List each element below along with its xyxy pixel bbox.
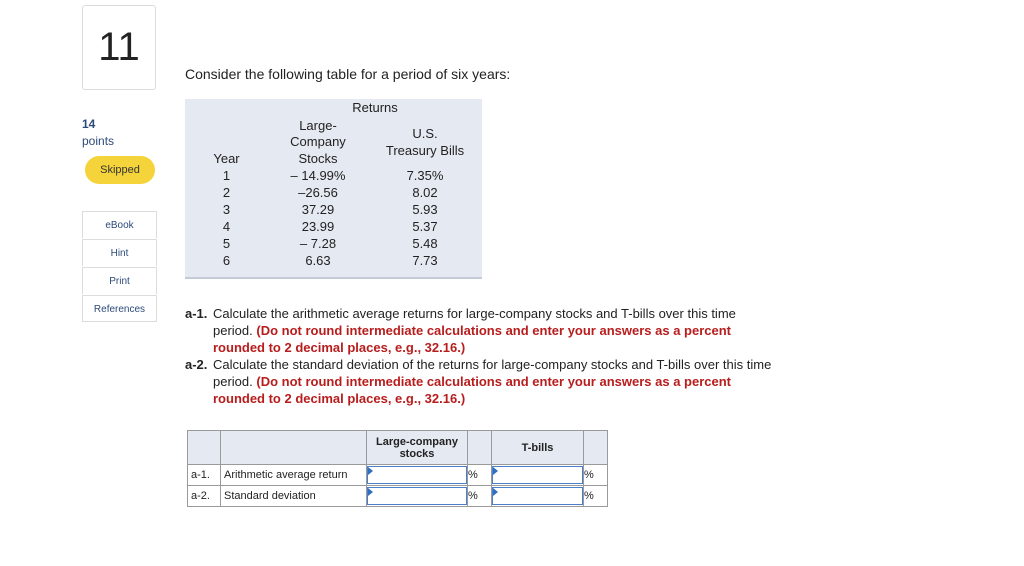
year-cell: 2: [222, 185, 231, 200]
flag-icon: [368, 488, 373, 496]
tbills-input-cell: [492, 465, 584, 486]
flag-icon: [493, 488, 498, 496]
answer-row-label: a-2.: [188, 486, 221, 507]
answer-row-a1: [188, 465, 608, 486]
header-blank-unit1: [468, 431, 492, 465]
large-company-input-cell: [367, 465, 468, 486]
answer-row-desc: Standard deviation: [221, 486, 367, 507]
flag-icon: [493, 467, 498, 475]
input-wrapper: [492, 466, 583, 484]
question-a2-body: [213, 356, 775, 407]
large-company-cell: – 14.99%: [290, 168, 346, 183]
intro-text: Consider the following table for a period of six years:: [185, 66, 511, 82]
input-wrapper: [492, 487, 583, 505]
header-large-company: [367, 431, 468, 465]
references-link[interactable]: References: [82, 295, 157, 322]
question-a2-instruction: (Do not round intermediate calculations and enter your answers as a percent rounded to 2 decimal places, e.g., 32.16.): [213, 374, 731, 406]
table-row: [185, 184, 482, 201]
large-company-cell: 6.63: [305, 253, 331, 268]
tbills-cell: 5.37: [412, 219, 438, 234]
large-company-input-cell: [367, 486, 468, 507]
returns-table: [185, 99, 482, 279]
question-a1-body: [213, 305, 775, 356]
tbills-input-cell: [492, 486, 584, 507]
table-row: [185, 235, 482, 252]
percent-unit: %: [468, 486, 492, 507]
large-company-header-line2: Company: [290, 134, 346, 149]
header-tbills: T-bills: [492, 431, 584, 465]
tbills-cell: 7.73: [412, 253, 438, 268]
year-cell: 1: [222, 168, 231, 183]
percent-unit: %: [584, 486, 608, 507]
tbills-cell: 5.48: [412, 236, 438, 251]
question-a1-instruction: (Do not round intermediate calculations and enter your answers as a percent rounded to 2 decimal places, e.g., 32.16.): [213, 323, 731, 355]
standard-deviation-large-input[interactable]: [367, 487, 467, 505]
table-row: [185, 218, 482, 235]
answer-row-label: a-1.: [188, 465, 221, 486]
input-wrapper: [367, 487, 467, 505]
year-cell: 6: [222, 253, 231, 268]
print-link[interactable]: Print: [82, 267, 157, 294]
skipped-badge: Skipped: [85, 156, 155, 184]
header-large-company-line2: stocks: [399, 447, 435, 460]
large-company-cell: 37.29: [301, 202, 335, 217]
year-cell: 4: [222, 219, 231, 234]
tbills-header-line2: Treasury Bills: [385, 143, 465, 158]
large-company-header-line1: Large-: [299, 118, 337, 133]
table-bottom-rule: [185, 277, 482, 279]
points-label: points: [82, 134, 115, 148]
tbills-cell: 5.93: [412, 202, 438, 217]
large-company-header-line3: Stocks: [298, 151, 338, 166]
answer-table: [187, 430, 608, 507]
tbills-header-line1: U.S.: [412, 126, 438, 141]
sidebar-links: [82, 211, 157, 323]
table-row: [185, 201, 482, 218]
table-row: [185, 252, 482, 269]
percent-unit: %: [468, 465, 492, 486]
flag-icon: [368, 467, 373, 475]
arithmetic-average-large-input[interactable]: [367, 466, 467, 484]
year-header: Year: [213, 151, 240, 166]
year-cell: 5: [222, 236, 231, 251]
input-wrapper: [367, 466, 467, 484]
hint-link[interactable]: Hint: [82, 239, 157, 266]
answer-row-a2: [188, 486, 608, 507]
points-value: 14: [82, 117, 96, 131]
header-blank-desc: [221, 431, 367, 465]
returns-header: Returns: [352, 100, 398, 115]
header-blank-label: [188, 431, 221, 465]
answer-row-desc: Arithmetic average return: [221, 465, 367, 486]
question-text: [185, 305, 775, 407]
standard-deviation-tbills-input[interactable]: [492, 487, 583, 505]
question-a1: [185, 305, 775, 356]
large-company-cell: 23.99: [301, 219, 335, 234]
year-cell: 3: [222, 202, 231, 217]
question-a2: [185, 356, 775, 407]
question-a2-text: Calculate the standard deviation of the returns for large-company stocks and T-bills over this time period.: [213, 357, 772, 389]
table-row: [185, 167, 482, 184]
question-a1-label: a-1.: [185, 306, 208, 321]
large-company-cell: –26.56: [298, 185, 338, 200]
large-company-cell: – 7.28: [299, 236, 337, 251]
header-blank-unit2: [584, 431, 608, 465]
question-a2-label: a-2.: [185, 357, 208, 372]
arithmetic-average-tbills-input[interactable]: [492, 466, 583, 484]
percent-unit: %: [584, 465, 608, 486]
tbills-cell: 7.35%: [406, 168, 444, 183]
header-large-company-line1: Large-company: [376, 435, 458, 448]
ebook-link[interactable]: eBook: [82, 211, 157, 238]
question-a1-text: Calculate the arithmetic average returns for large-company stocks and T-bills over this time period.: [213, 306, 736, 338]
tbills-cell: 8.02: [412, 185, 438, 200]
question-number: 11: [82, 5, 156, 90]
